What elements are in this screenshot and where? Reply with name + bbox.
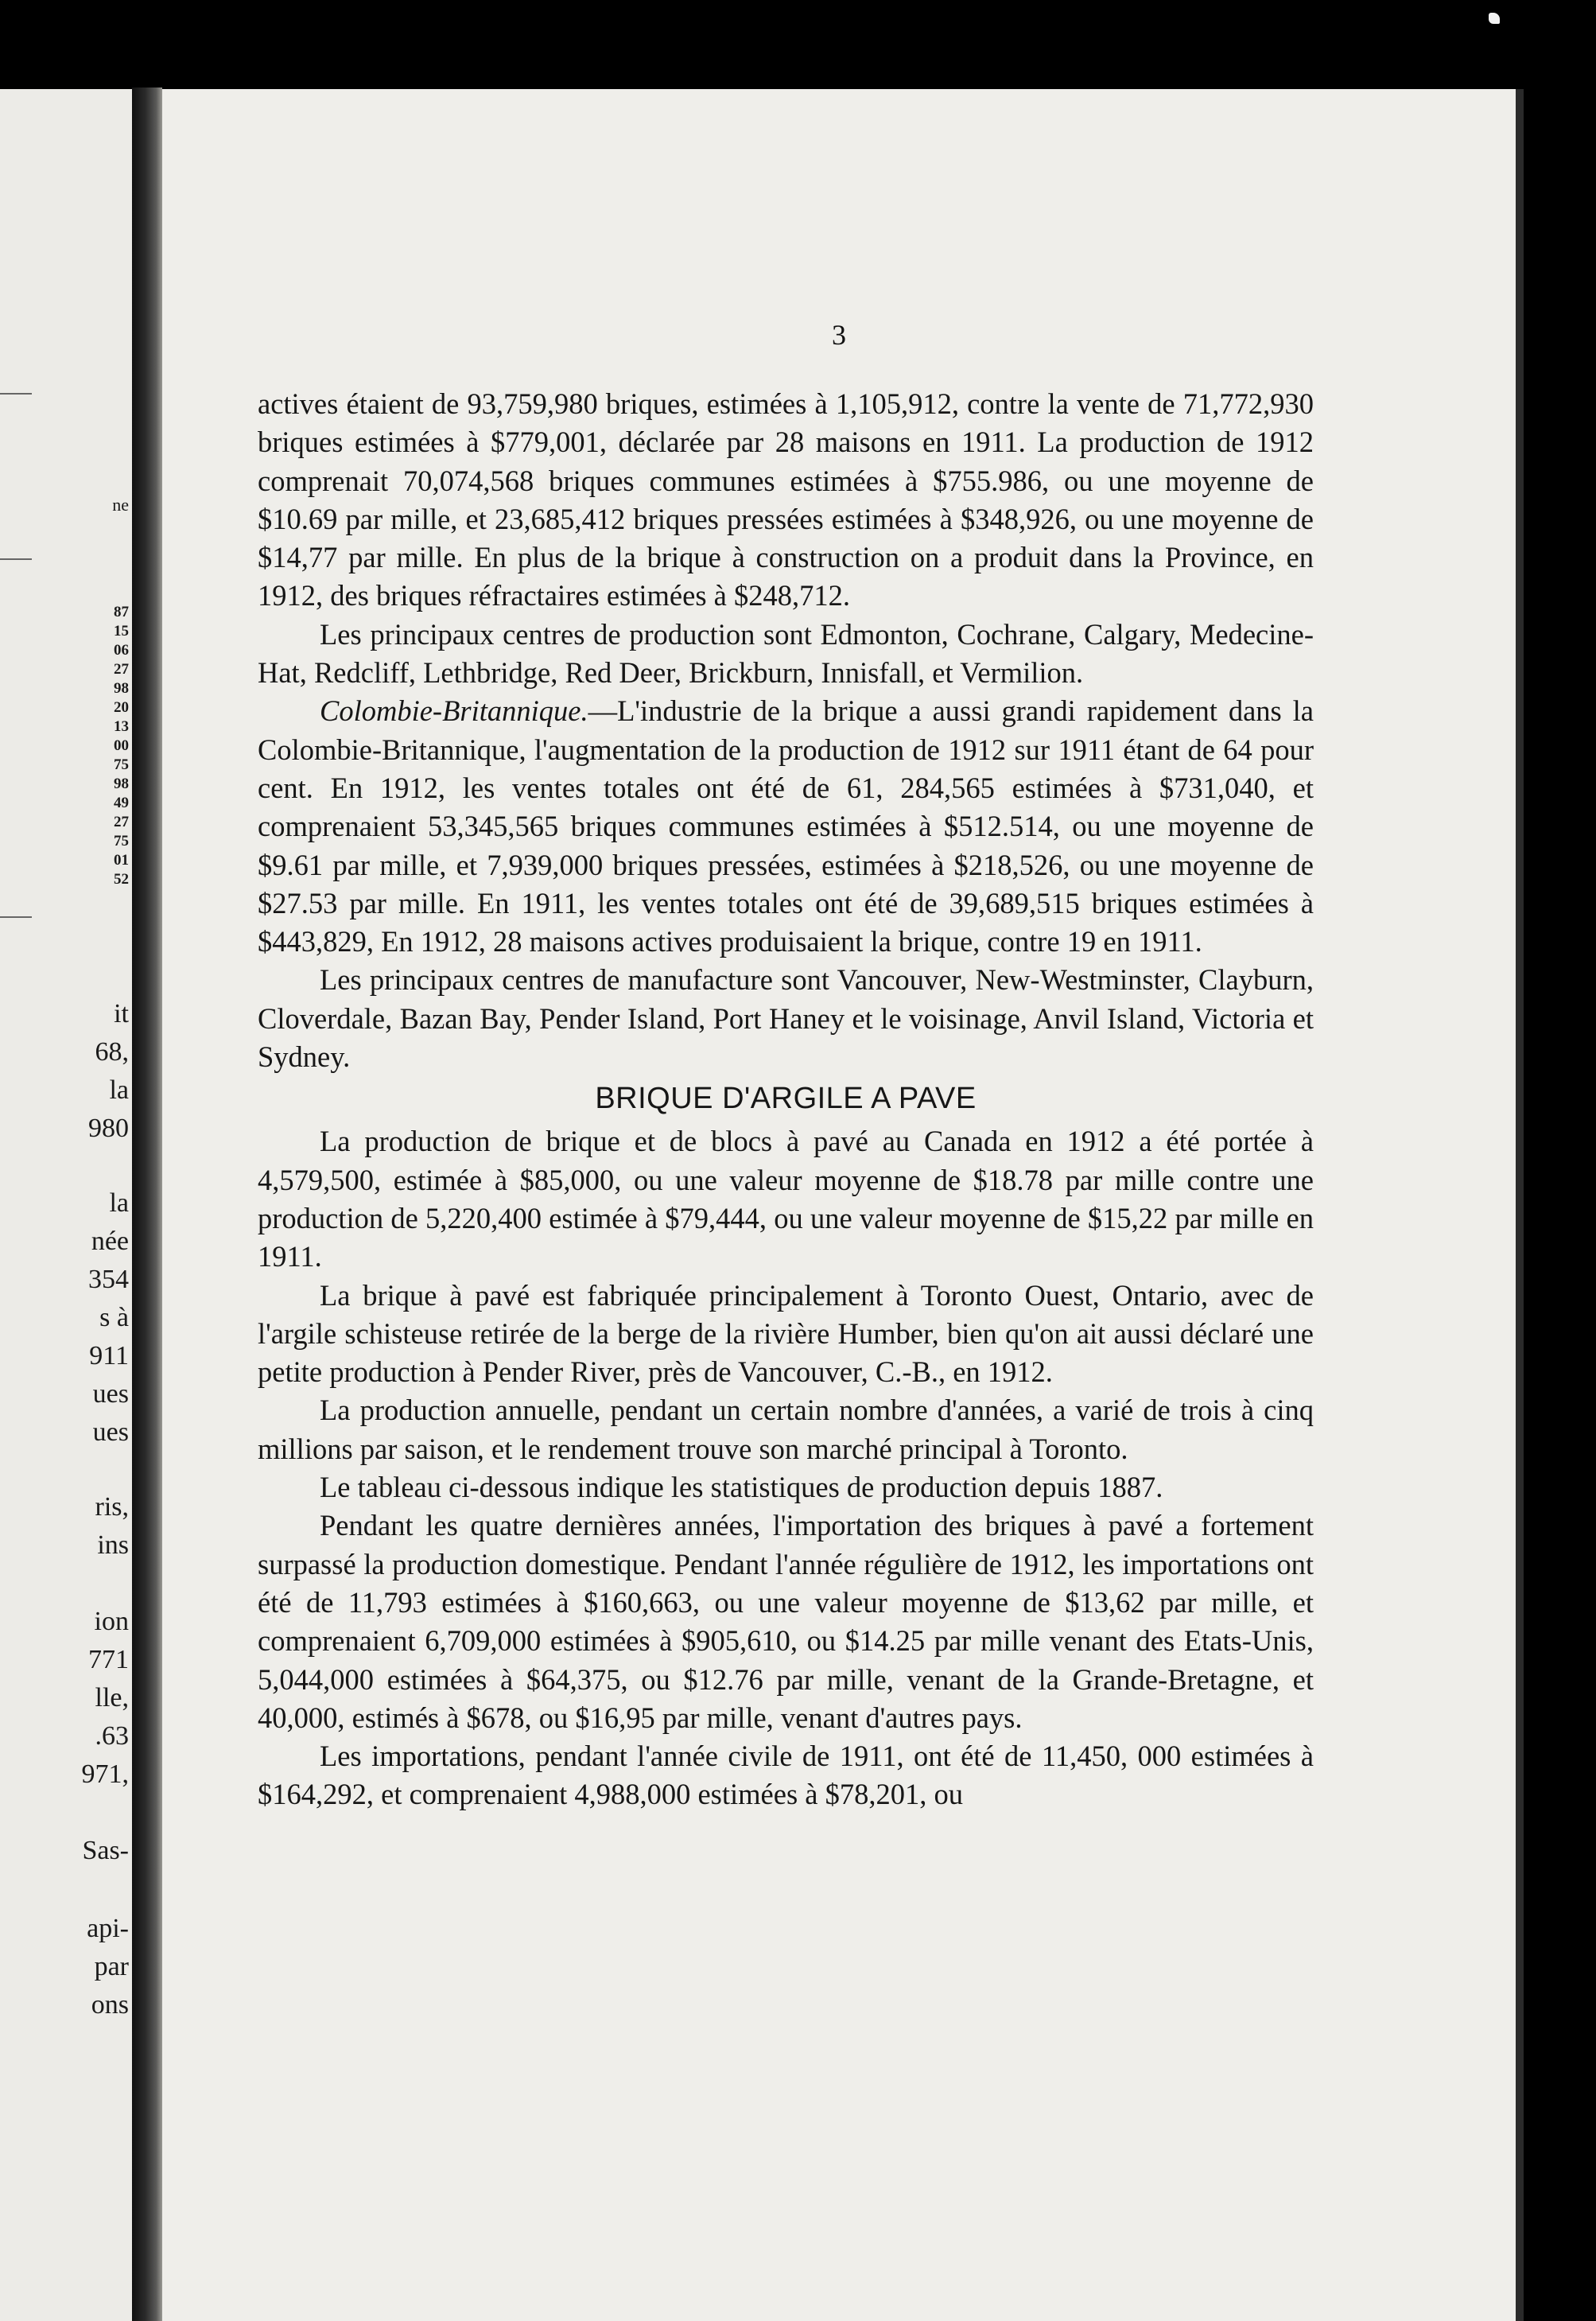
- left-number: 27: [114, 661, 129, 678]
- left-fragment: 354: [88, 1265, 129, 1294]
- left-fragment: 980: [88, 1114, 129, 1143]
- paragraph: Colombie-Britannique.—L'industrie de la brique a aussi grandi rapidement dans la Colombie-Britannique, l'augmentation de la production de 1912 sur 1911 étant de 64 pour cent. En 1912, les ventes totales ont été de 61, 284,565 estimées à $731,040, et comprenaient 53,345,565 briques communes estimées à $512.514, ou une moyenne de $9.61 par mille, et 7,939,000 briques pressées, estimées à $218,526, ou une moyenne de $27.53 par mille. En 1911, les ventes totales ont été de 39,689,515 briques estimées à $443,829, En 1912, 28 maisons actives produisaient la brique, contre 19 en 1911.: [258, 694, 1314, 958]
- paragraph: actives étaient de 93,759,980 briques, estimées à 1,105,912, contre la vente de 71,772,930 briques estimées à $779,001, déclarée par 28 maisons en 1911. La production de 1912 comprenait 70,074,568 briques communes estimées à $755.986, ou une moyenne de $10.69 par mille, et 23,685,412 briques pressées estimées à $348,926, ou une moyenne de $14,77 par mille. En plus de la brique à construction on a produit dans la Province, en 1912, des briques réfractaires estimées à $248,712.: [258, 387, 1314, 612]
- left-page-rule: [0, 916, 32, 918]
- left-fragment: la: [109, 1075, 129, 1105]
- left-facing-page: [0, 89, 132, 2321]
- left-fragment: ris,: [95, 1492, 129, 1522]
- paragraph: La production annuelle, pendant un certain nombre d'années, a varié de trois à cinq millions par saison, et le rendement trouve son marché principal à Toronto.: [258, 1394, 1314, 1465]
- scan-corner-mark: [1489, 13, 1500, 24]
- left-fragment: la: [109, 1188, 129, 1218]
- left-number: 75: [114, 756, 129, 773]
- left-number: 27: [114, 814, 129, 830]
- paragraph: Les principaux centres de production sont Edmonton, Cochrane, Calgary, Medecine-Hat, Redcliff, Lethbridge, Red Deer, Brickburn, Innisfall, et Vermilion.: [258, 617, 1314, 690]
- left-fragment: 911: [89, 1341, 129, 1370]
- left-fragment: 68,: [95, 1037, 129, 1067]
- page-body: [258, 385, 1314, 1814]
- left-fragment: née: [91, 1227, 129, 1256]
- left-number: 98: [114, 680, 129, 697]
- left-fragment: lle,: [95, 1683, 129, 1713]
- left-fragment: ues: [92, 1379, 129, 1409]
- left-fragment: ons: [91, 1990, 129, 2020]
- left-number: 75: [114, 833, 129, 849]
- left-number: 13: [114, 718, 129, 735]
- left-number: 15: [114, 623, 129, 640]
- paragraph: La production de brique et de blocs à pavé au Canada en 1912 a été portée à 4,579,500, estimée à $85,000, ou une valeur moyenne de $18.78 par mille contre une production de 5,220,400 estimée à $79,444, ou une valeur moyenne de $15,22 par mille en 1911.: [258, 1125, 1314, 1273]
- left-number: 87: [114, 604, 129, 620]
- left-number: 01: [114, 852, 129, 869]
- page-number: 3: [832, 319, 846, 351]
- left-fragment: 971,: [81, 1759, 129, 1789]
- page-edge: [1516, 89, 1524, 2321]
- left-fragment: ins: [97, 1530, 129, 1560]
- left-fragment: it: [114, 999, 129, 1028]
- left-fragment: par: [94, 1952, 129, 1981]
- left-number: 98: [114, 776, 129, 792]
- paragraph: Les principaux centres de manufacture sont Vancouver, New-Westminster, Clayburn, Cloverdale, Bazan Bay, Pender Island, Port Haney et le voisinage, Anvil Island, Victoria et Sydney.: [258, 963, 1314, 1074]
- left-fragment: ion: [94, 1607, 129, 1636]
- paragraph: Pendant les quatre dernières années, l'importation des briques à pavé a fortement surpassé la production domestique. Pendant l'année régulière de 1912, les importations ont été de 11,793 estimées à $160,663, ou une valeur moyenne de $13,62 par mille, et comprenaient 6,709,000 estimées à $905,610, ou $14.25 par mille venant des Etats-Unis, 5,044,000 estimées à $64,375, ou $12.76 par mille, venant de la Grande-Bretagne, et 40,000, estimés à $678, ou $16,95 par mille, venant d'autres pays.: [258, 1509, 1314, 1734]
- left-page-rule: [0, 558, 32, 560]
- left-number: 20: [114, 699, 129, 716]
- left-fragment: .63: [95, 1721, 129, 1751]
- paragraph: Le tableau ci-dessous indique les statistiques de production depuis 1887.: [320, 1471, 1163, 1504]
- left-page-rule: [0, 393, 32, 395]
- left-fragment: 771: [88, 1645, 129, 1674]
- left-fragment: api-: [87, 1914, 129, 1943]
- section-runin-heading: Colombie-Britannique.: [320, 694, 588, 728]
- left-fragment: ues: [92, 1417, 129, 1447]
- left-fragment: s à: [99, 1303, 129, 1332]
- paragraph: Les importations, pendant l'année civile de 1911, ont été de 11,450, 000 estimées à $164,292, et comprenaient 4,988,000 estimées à $78,201, ou: [258, 1740, 1314, 1811]
- paragraph: La brique à pavé est fabriquée principalement à Toronto Ouest, Ontario, avec de l'argile schisteuse retirée de la berge de la rivière Humber, bien qu'on ait aussi déclaré une petite production à Pender River, près de Vancouver, C.-B., en 1912.: [258, 1278, 1314, 1389]
- left-number: 49: [114, 795, 129, 811]
- left-fragment: ne: [112, 495, 129, 515]
- left-number: 00: [114, 737, 129, 754]
- left-number: 52: [114, 871, 129, 888]
- left-fragment: Sas-: [82, 1836, 129, 1865]
- book-gutter: [132, 87, 162, 2321]
- section-heading: BRIQUE D'ARGILE A PAVE: [595, 1082, 977, 1116]
- left-number: 06: [114, 642, 129, 659]
